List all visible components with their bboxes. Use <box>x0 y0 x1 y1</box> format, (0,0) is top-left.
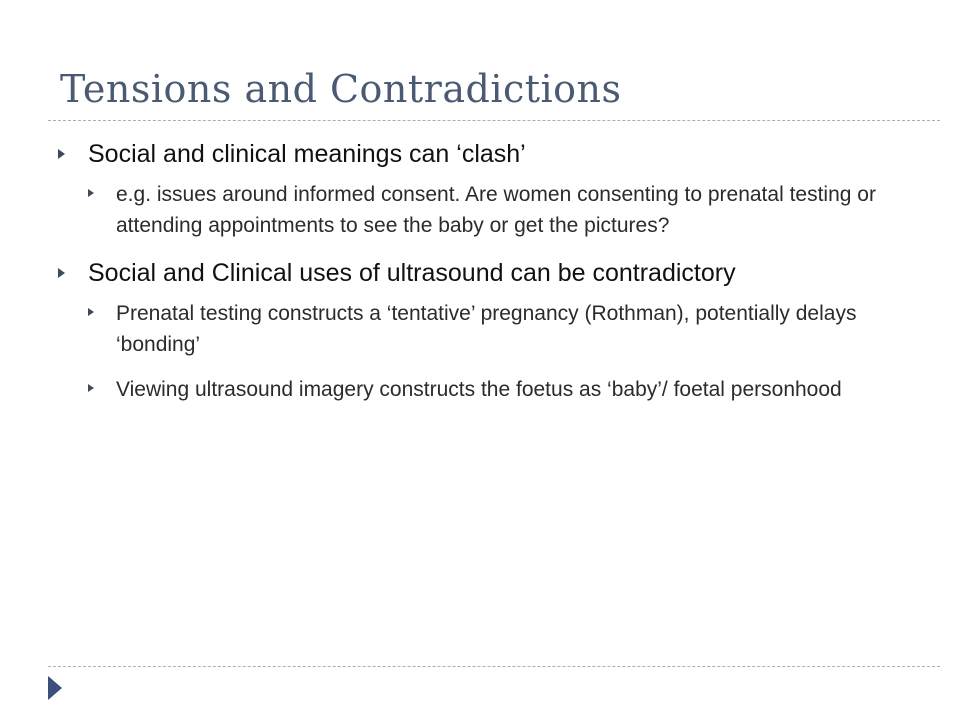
sub-bullet-text: Prenatal testing constructs a ‘tentative’ pregnancy (Rothman), potentially delays ‘bonding’ <box>116 302 857 356</box>
triangle-bullet-icon <box>88 189 94 197</box>
title-divider <box>48 120 940 121</box>
triangle-bullet-icon <box>58 149 65 159</box>
triangle-bullet-icon <box>88 308 94 316</box>
sub-bullet-item <box>88 179 908 241</box>
triangle-bullet-icon <box>58 268 65 278</box>
bullet-item <box>58 255 908 405</box>
slide-title: Tensions and Contradictions <box>60 67 622 111</box>
bullet-text: Social and clinical meanings can ‘clash’ <box>88 140 526 168</box>
footer-divider <box>48 666 940 667</box>
footer-triangle-icon <box>48 676 62 700</box>
bullet-text: Social and Clinical uses of ultrasound can be contradictory <box>88 259 736 287</box>
bullet-item <box>58 136 908 241</box>
triangle-bullet-icon <box>88 384 94 392</box>
sub-bullet-item <box>88 374 908 405</box>
sub-bullet-item <box>88 298 908 360</box>
slide-content <box>58 136 908 405</box>
sub-bullet-text: Viewing ultrasound imagery constructs the foetus as ‘baby’/ foetal personhood <box>116 378 842 401</box>
sub-bullet-text: e.g. issues around informed consent. Are women consenting to prenatal testing or attending appointments to see the baby or get the pictures? <box>116 183 876 237</box>
